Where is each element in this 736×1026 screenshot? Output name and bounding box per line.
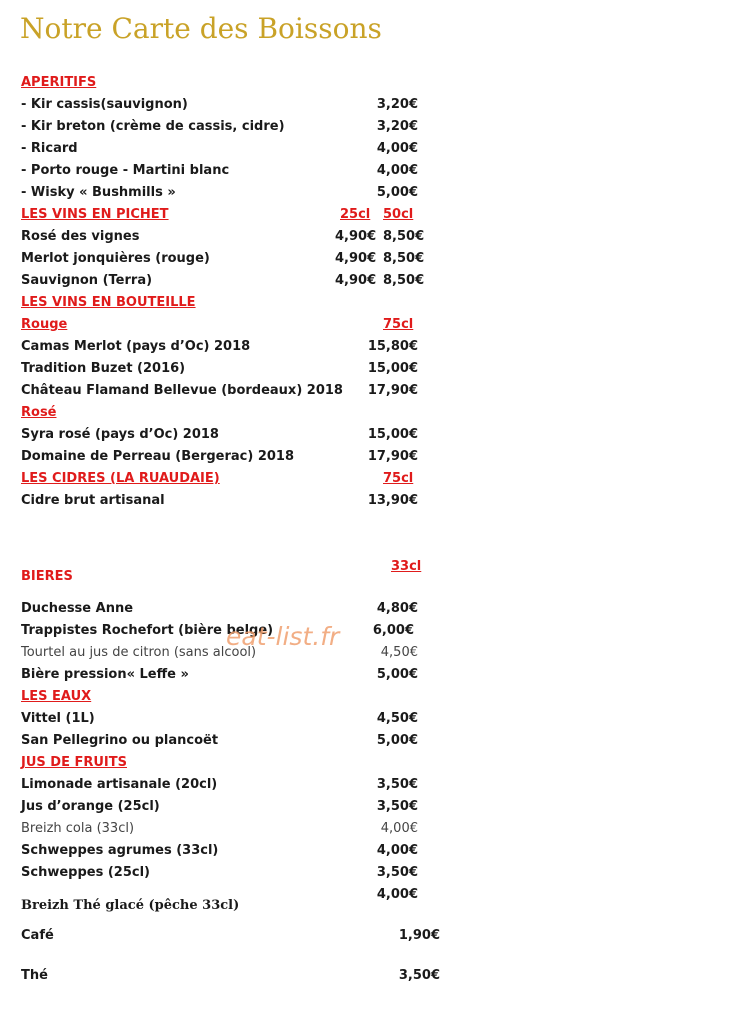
item-price: 4,00€: [376, 141, 418, 156]
subsection-header: Rosé: [21, 405, 57, 420]
menu-item: [0, 665, 736, 685]
menu-item: [0, 966, 736, 986]
section-bieres: [0, 567, 736, 587]
item-name: Cidre brut artisanal: [21, 493, 165, 508]
menu-item: [0, 775, 736, 795]
item-name: San Pellegrino ou plancoët: [21, 733, 219, 748]
section-header: JUS DE FRUITS: [21, 755, 127, 770]
item-name: - Wisky « Bushmills »: [21, 185, 176, 200]
item-price: 15,00€: [367, 427, 418, 442]
item-price: 15,80€: [367, 339, 418, 354]
item-name: Merlot jonquières (rouge): [21, 251, 210, 266]
item-name: Domaine de Perreau (Bergerac) 2018: [21, 449, 295, 464]
size-75cl: 75cl: [383, 471, 414, 486]
item-price-50cl: 8,50€: [383, 251, 425, 266]
menu-item: [0, 863, 736, 883]
item-name: Tourtel au jus de citron (sans alcool): [21, 645, 257, 660]
item-price: 4,00€: [376, 843, 418, 858]
item-price-25cl: 4,90€: [335, 251, 377, 266]
menu-item: [0, 227, 736, 247]
item-price: 1,90€: [398, 928, 440, 943]
item-name: - Ricard: [21, 141, 78, 156]
section-header: LES VINS EN BOUTEILLE: [21, 295, 196, 310]
section-header: LES CIDRES (LA RUAUDAIE): [21, 471, 220, 486]
item-price: 17,90€: [367, 449, 418, 464]
size-25cl: 25cl: [340, 207, 371, 222]
item-price-50cl: 8,50€: [383, 229, 425, 244]
menu-item: [0, 117, 736, 137]
item-name: Jus d’orange (25cl): [21, 799, 160, 814]
item-price: 3,20€: [376, 119, 418, 134]
size-33cl: 33cl: [391, 559, 422, 574]
section-header: LES VINS EN PICHET: [21, 207, 169, 222]
menu-item: [0, 841, 736, 861]
item-name: Café: [21, 928, 54, 943]
menu-item: [0, 425, 736, 445]
item-price-25cl: 4,90€: [335, 229, 377, 244]
menu-item: [0, 161, 736, 181]
item-name: Bière pression« Leffe »: [21, 667, 189, 682]
menu-item: [0, 139, 736, 159]
item-name: Trappistes Rochefort (bière belge): [21, 623, 274, 638]
section-header: BIERES: [21, 569, 73, 584]
item-price: 3,50€: [376, 865, 418, 880]
menu-item: [0, 249, 736, 269]
size-50cl: 50cl: [383, 207, 414, 222]
item-price: 13,90€: [367, 493, 418, 508]
item-price: 3,50€: [376, 777, 418, 792]
menu-item: [0, 643, 736, 663]
section-jus: [0, 753, 736, 773]
subsection-rouge: [0, 315, 736, 335]
item-price: 15,00€: [367, 361, 418, 376]
menu-item: [0, 621, 736, 641]
menu-item: [0, 491, 736, 511]
item-name: Schweppes agrumes (33cl): [21, 843, 219, 858]
item-name: - Kir cassis(sauvignon): [21, 97, 188, 112]
menu-item: [0, 381, 736, 401]
menu-item: [0, 337, 736, 357]
subsection-rose: [0, 403, 736, 423]
menu-item: [0, 95, 736, 115]
item-price: 3,50€: [398, 968, 440, 983]
menu-item: [0, 271, 736, 291]
item-price-50cl: 8,50€: [383, 273, 425, 288]
item-name: Vittel (1L): [21, 711, 95, 726]
item-price: 17,90€: [367, 383, 418, 398]
item-name: Duchesse Anne: [21, 601, 134, 616]
menu-item: [0, 709, 736, 729]
menu-item: [0, 896, 736, 916]
menu-item: [0, 797, 736, 817]
item-name: Syra rosé (pays d’Oc) 2018: [21, 427, 219, 442]
item-price: 4,50€: [380, 645, 418, 660]
item-name: Sauvignon (Terra): [21, 273, 153, 288]
menu-item: [0, 731, 736, 751]
section-pichet: [0, 205, 736, 225]
item-price: 4,00€: [376, 163, 418, 178]
subsection-header: Rouge: [21, 317, 68, 332]
page-title: Notre Carte des Boissons: [20, 12, 382, 45]
item-price: 6,00€: [372, 623, 414, 638]
section-bouteille: [0, 293, 736, 313]
item-price: 4,50€: [376, 711, 418, 726]
item-name: Thé: [21, 968, 48, 983]
item-price: 4,00€: [376, 887, 418, 902]
watermark: eat-list.fr: [226, 622, 340, 651]
item-name: Tradition Buzet (2016): [21, 361, 186, 376]
menu-item: [0, 447, 736, 467]
item-name: - Porto rouge - Martini blanc: [21, 163, 230, 178]
section-header: APERITIFS: [21, 75, 97, 90]
item-name: Breizh Thé glacé (pêche 33cl): [21, 898, 240, 913]
item-price: 5,00€: [376, 733, 418, 748]
item-price-25cl: 4,90€: [335, 273, 377, 288]
item-name: Breizh cola (33cl): [21, 821, 135, 836]
menu-item: [0, 359, 736, 379]
section-header: LES EAUX: [21, 689, 92, 704]
item-name: Château Flamand Bellevue (bordeaux) 2018: [21, 383, 343, 398]
menu-item: [0, 926, 736, 946]
item-price: 4,80€: [376, 601, 418, 616]
menu-item: [0, 819, 736, 839]
item-price: 4,00€: [380, 821, 418, 836]
menu-item: [0, 599, 736, 619]
item-price: 5,00€: [376, 185, 418, 200]
item-price: 3,50€: [376, 799, 418, 814]
item-name: Limonade artisanale (20cl): [21, 777, 218, 792]
item-name: - Kir breton (crème de cassis, cidre): [21, 119, 285, 134]
size-75cl: 75cl: [383, 317, 414, 332]
item-name: Schweppes (25cl): [21, 865, 150, 880]
section-cidres: [0, 469, 736, 489]
item-price: 5,00€: [376, 667, 418, 682]
item-name: Camas Merlot (pays d’Oc) 2018: [21, 339, 251, 354]
item-price: 3,20€: [376, 97, 418, 112]
menu-item: [0, 183, 736, 203]
section-aperitifs: [0, 73, 736, 93]
item-name: Rosé des vignes: [21, 229, 140, 244]
section-eaux: [0, 687, 736, 707]
